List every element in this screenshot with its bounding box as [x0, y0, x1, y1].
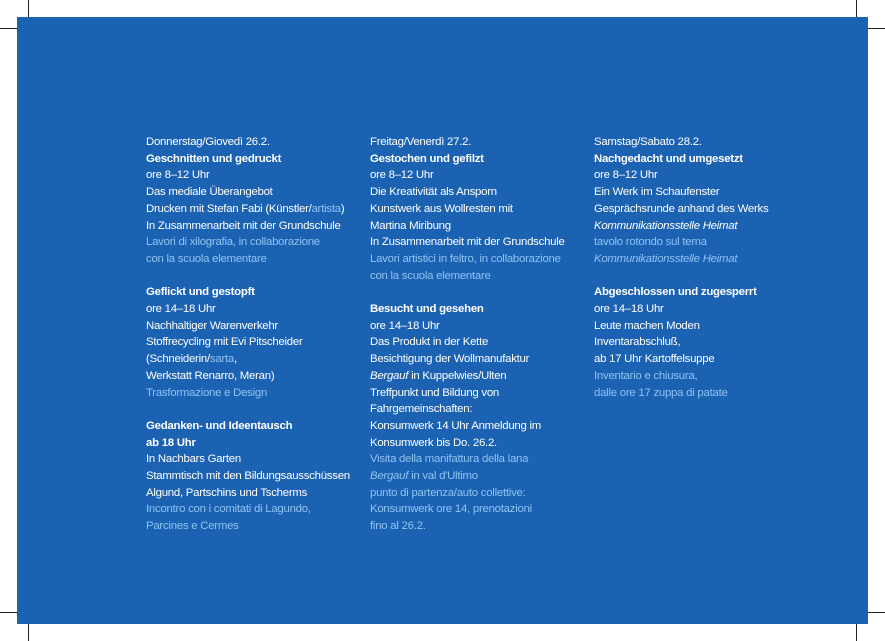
crop-mark — [868, 28, 885, 29]
section-time: ore 14–18 Uhr — [370, 319, 440, 332]
text-line: Werkstatt Renarro, Meran) — [146, 369, 275, 382]
column-thursday — [146, 134, 371, 535]
crop-mark — [28, 624, 29, 641]
section-title: Abgeschlossen und zugesperrt — [594, 286, 757, 299]
section-title: Gedanken- und Ideentausch — [146, 419, 293, 432]
text-line: Das mediale Überangebot — [146, 186, 273, 199]
italian-line: con la scuola elementare — [370, 269, 491, 282]
text-line: Stammtisch mit den Bildungsausschüssen — [146, 470, 350, 483]
section-title: Geschnitten und gedruckt — [146, 152, 282, 165]
text-line: Kunstwerk aus Wollresten mit — [370, 202, 513, 215]
text-line: ab 17 Uhr Kartoffelsuppe — [594, 353, 715, 366]
section-time: ore 14–18 Uhr — [594, 303, 664, 316]
crop-mark — [868, 612, 885, 613]
section-time: ore 8–12 Uhr — [146, 169, 210, 182]
section-title: Geflickt und gestopft — [146, 286, 255, 299]
text-line: Martina Miribung — [370, 219, 451, 232]
crop-mark — [0, 28, 17, 29]
italian-line: Trasformazione e Design — [146, 386, 268, 399]
text-line: Besichtigung der Wollmanufaktur — [370, 353, 530, 366]
italian-line: Incontro con i comitati di Lagundo, — [146, 503, 311, 516]
column-saturday — [594, 134, 819, 401]
italian-line: Parcines e Cermes — [146, 520, 239, 533]
italian-line: Inventario e chiusura, — [594, 369, 698, 382]
text-line: Gesprächsrunde anhand des Werks — [594, 202, 769, 215]
section-title: Gestochen und gefilzt — [370, 152, 484, 165]
text-line: Konsumwerk bis Do. 26.2. — [370, 436, 497, 449]
crop-mark — [0, 612, 17, 613]
text-line: (Schneiderin/sarta, — [146, 353, 237, 366]
italian-line: tavolo rotondo sul tema — [594, 236, 707, 249]
section-time: ore 14–18 Uhr — [146, 303, 216, 316]
crop-mark — [856, 0, 857, 17]
italian-line: dalle ore 17 zuppa di patate — [594, 386, 728, 399]
crop-mark — [856, 624, 857, 641]
section-time: ore 8–12 Uhr — [594, 169, 658, 182]
section-time: ab 18 Uhr — [146, 436, 196, 449]
day-heading: Donnerstag/Giovedì 26.2. — [146, 136, 270, 148]
text-line: In Zusammenarbeit mit der Grundschule — [146, 219, 341, 232]
section-time: ore 8–12 Uhr — [370, 169, 434, 182]
italian-line: con la scuola elementare — [146, 252, 267, 265]
italian-line: Kommunikationsstelle Heimat — [594, 252, 738, 265]
section-title: Besucht und gesehen — [370, 303, 484, 316]
italian-line: Lavori di xilografia, in collaborazione — [146, 236, 320, 249]
text-line: In Nachbars Garten — [146, 453, 241, 466]
text-line: Inventarabschluß, — [594, 336, 681, 349]
italian-line: Bergauf in val d'Ultimo — [370, 470, 478, 483]
text-line: Die Kreativität als Ansporn — [370, 186, 497, 199]
italian-line: Visita della manifattura della lana — [370, 453, 529, 466]
text-line: Nachhaltiger Warenverkehr — [146, 319, 278, 332]
text-line: Treffpunkt und Bildung von — [370, 386, 500, 399]
day-heading: Samstag/Sabato 28.2. — [594, 136, 702, 148]
text-line: Drucken mit Stefan Fabi (Künstler/artista) — [146, 202, 345, 215]
day-heading: Freitag/Venerdì 27.2. — [370, 136, 472, 148]
italian-line: punto di partenza/auto collettive: — [370, 486, 526, 499]
text-line: Bergauf in Kuppelwies/Ulten — [370, 369, 507, 382]
text-line: Das Produkt in der Kette — [370, 336, 489, 349]
crop-mark — [28, 0, 29, 17]
text-line: Leute machen Moden — [594, 319, 700, 332]
section-title: Nachgedacht und umgesetzt — [594, 152, 743, 165]
text-line: Konsumwerk 14 Uhr Anmeldung im — [370, 419, 542, 432]
text-line: Algund, Partschins und Tscherms — [146, 486, 308, 499]
column-friday — [370, 134, 595, 535]
italian-line: Lavori artistici in feltro, in collaborazione — [370, 252, 561, 265]
text-line: Stoffrecycling mit Evi Pitscheider — [146, 336, 303, 349]
italian-line: fino al 26.2. — [370, 520, 426, 533]
text-line: Fahrgemeinschaften: — [370, 403, 473, 416]
italian-line: Konsumwerk ore 14, prenotazioni — [370, 503, 532, 516]
text-line: In Zusammenarbeit mit der Grundschule — [370, 236, 565, 249]
text-line: Ein Werk im Schaufenster — [594, 186, 720, 199]
text-line: Kommunikationsstelle Heimat — [594, 219, 738, 232]
